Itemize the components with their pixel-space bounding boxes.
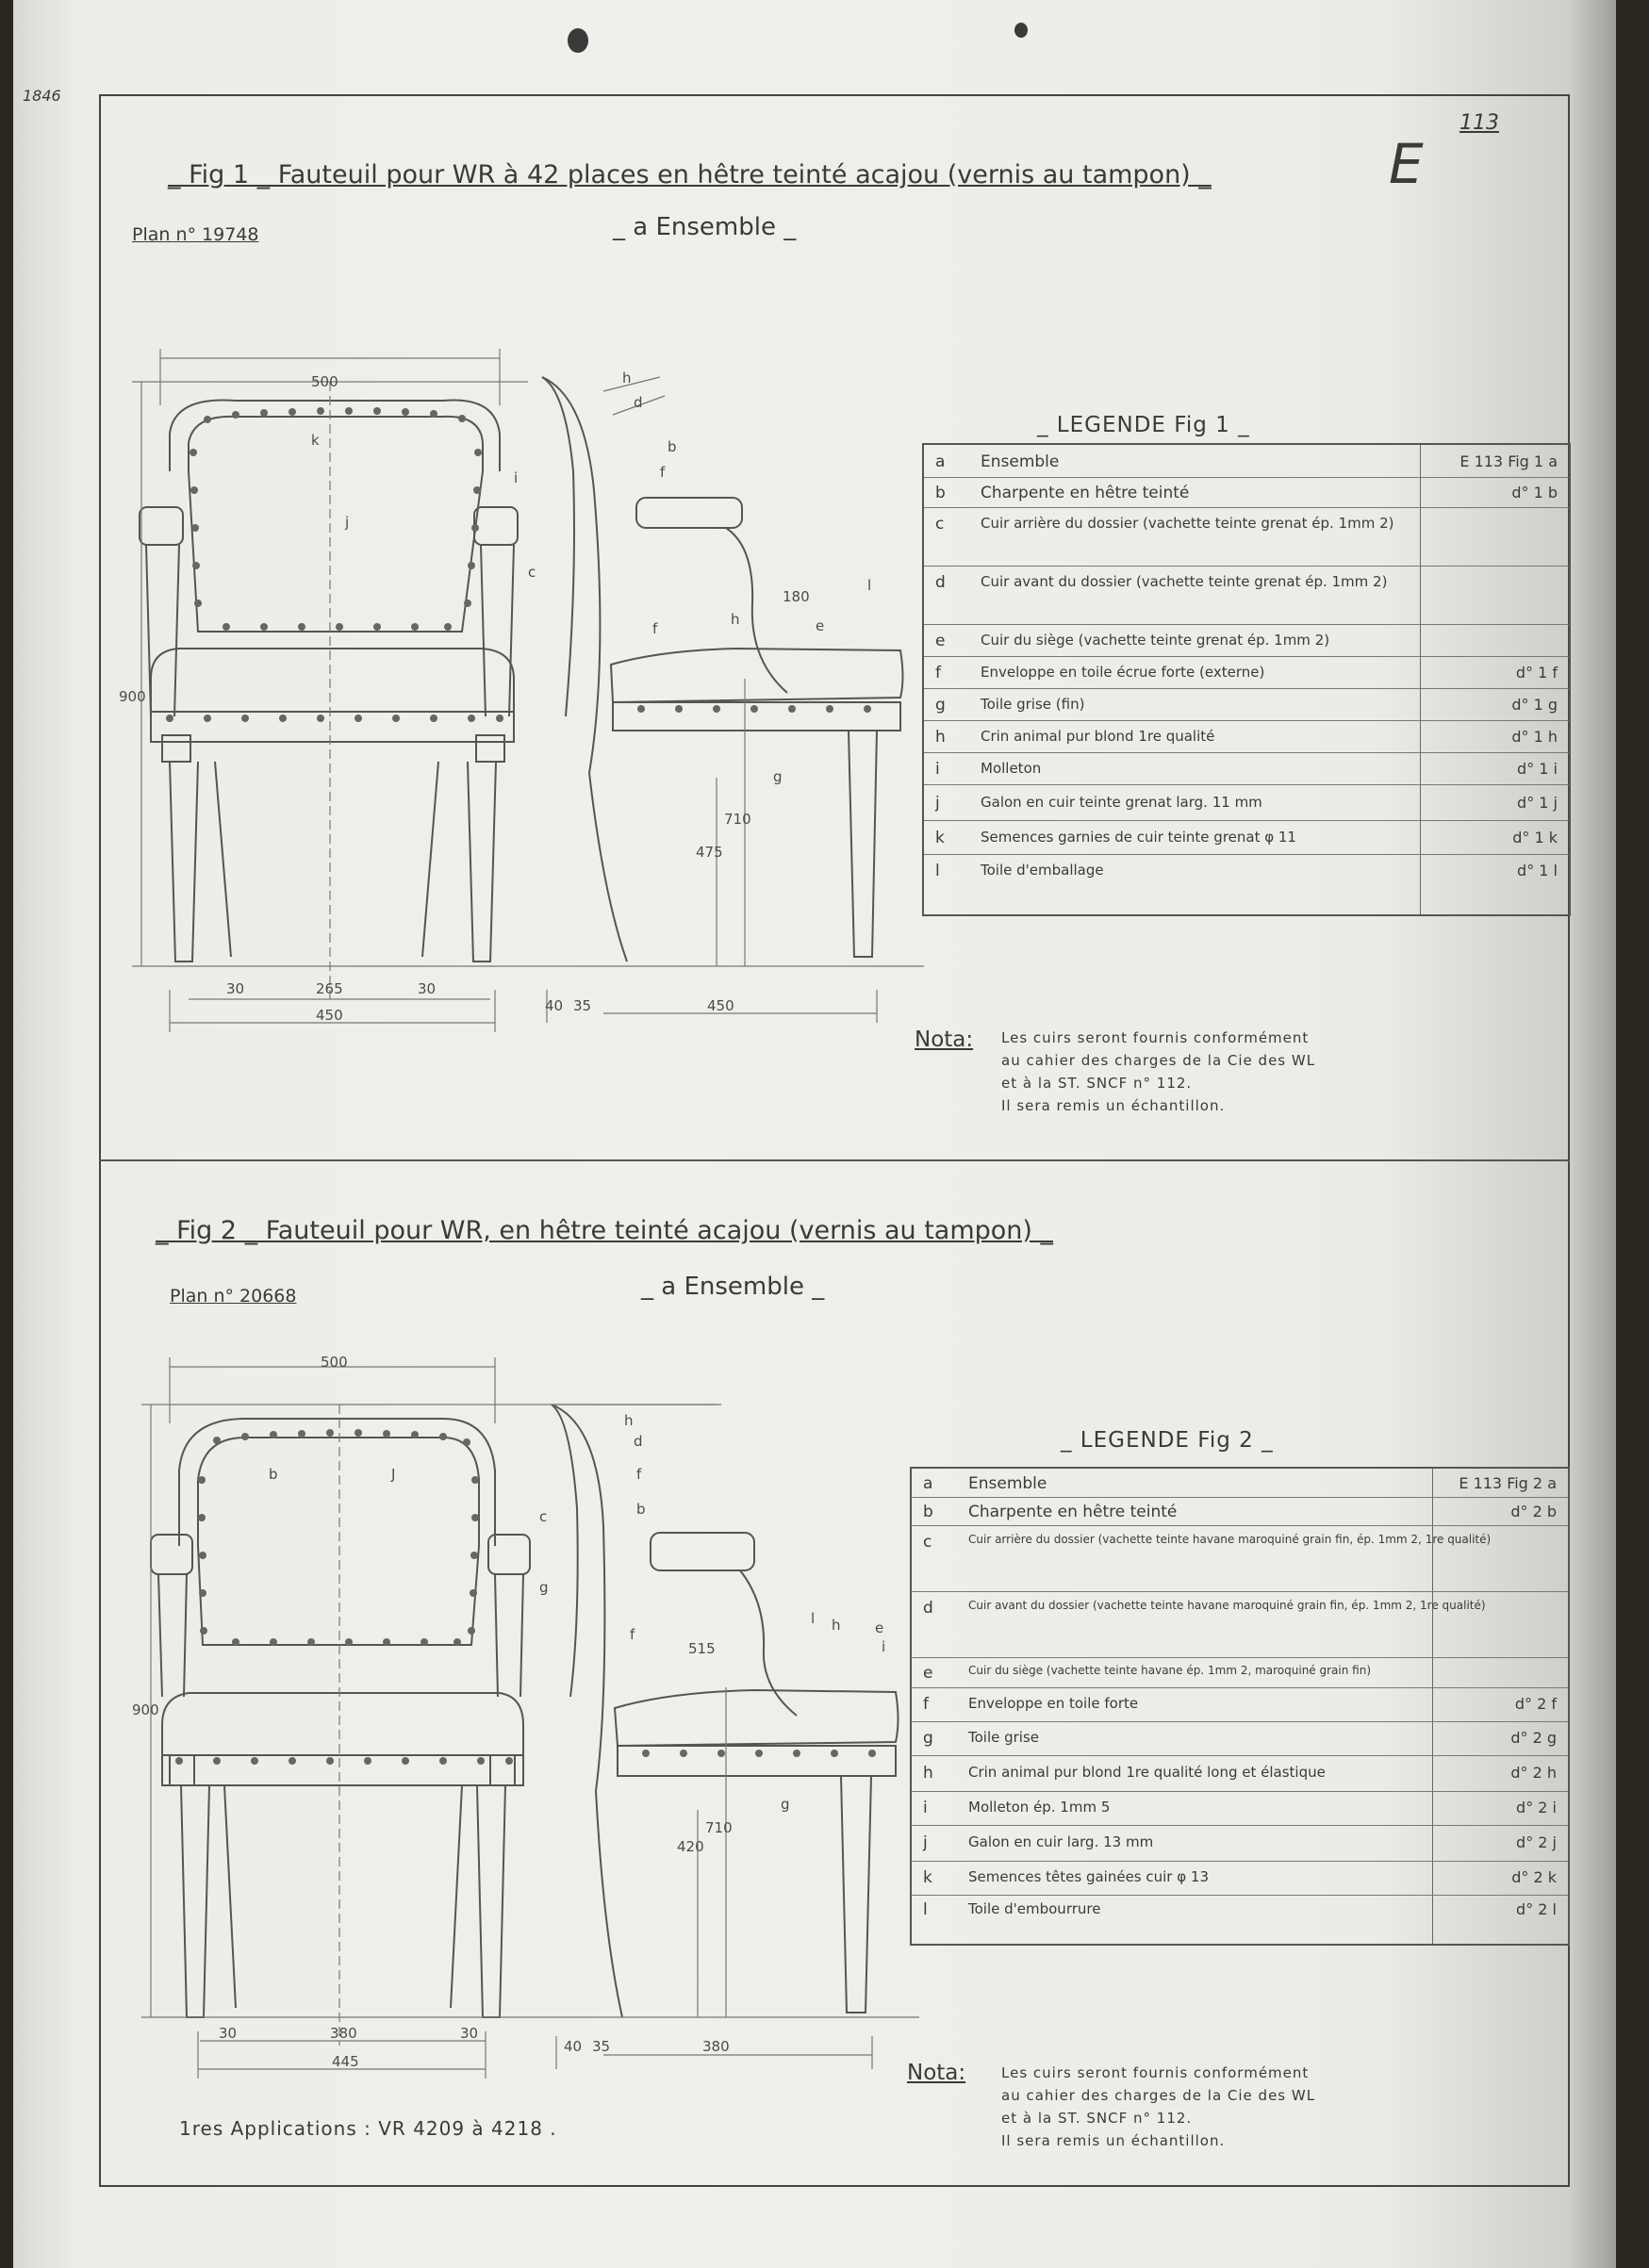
legend-key: k — [935, 829, 945, 847]
legend-text: Semences garnies de cuir teinte grenat φ 11 — [981, 829, 1296, 846]
fig1-part-label: f — [652, 620, 658, 637]
fig2-dim-height: 900 — [132, 1701, 159, 1718]
fig2-dim-35: 35 — [592, 2038, 611, 2055]
legend-key: d — [923, 1599, 933, 1618]
legend-key: h — [923, 1764, 933, 1783]
legend-row — [912, 1755, 1568, 1792]
fig2-front-seat — [162, 1693, 523, 1755]
fig1-dim-265: 265 — [316, 980, 343, 997]
fig2-dimension-lines — [141, 1357, 919, 2079]
legend-text: Ensemble — [968, 1474, 1047, 1493]
legend-text: Cuir arrière du dossier (vachette teinte havane maroquiné grain fin, ép. 1mm 2, 1re qualité) — [968, 1533, 1492, 1546]
legend-row — [912, 1657, 1568, 1688]
corner-note: 1846 — [23, 87, 61, 105]
fig1-legend-title: _ LEGENDE Fig 1 _ — [1037, 413, 1250, 437]
legend-key: c — [923, 1533, 932, 1552]
fig1-dim-height: 900 — [119, 688, 146, 705]
legend-row — [912, 1591, 1568, 1658]
fig2-dim-380: 380 — [330, 2025, 357, 2042]
fig1-dim-180: 180 — [783, 588, 810, 605]
fig2-side-back-leg — [552, 1405, 622, 2017]
legend-ref: d° 2 b — [1510, 1503, 1557, 1520]
fig2-side-armrest — [651, 1533, 754, 1570]
legend-ref: d° 2 g — [1510, 1729, 1557, 1747]
fig1-part-label: d — [634, 394, 643, 411]
legend-key: l — [935, 862, 940, 880]
fig2-part-label: b — [269, 1466, 278, 1483]
fig1-nota-line: et à la ST. SNCF n° 112. — [1001, 1075, 1193, 1092]
fig2-part-label: h — [832, 1617, 841, 1634]
fig2-nail-heads — [175, 1429, 876, 1765]
fig2-part-label: l — [811, 1610, 816, 1627]
legend-text: Toile d'emballage — [981, 862, 1104, 879]
legend-row — [912, 1497, 1568, 1526]
fig2-dim-arm-height: 710 — [705, 1819, 733, 1836]
legend-text: Toile grise — [968, 1729, 1040, 1746]
legend-key: e — [935, 632, 946, 650]
fig1-dim-depth: 450 — [707, 997, 734, 1014]
legend-key: b — [923, 1503, 933, 1521]
legend-text: Cuir du siège (vachette teinte havane ép. 1mm 2, maroquiné grain fin) — [968, 1664, 1372, 1677]
fig1-dim-40: 40 — [545, 997, 564, 1014]
fig2-front-arm-left — [151, 1535, 192, 1574]
fig1-part-label: f — [660, 464, 666, 481]
legend-text: Crin animal pur blond 1re qualité long et élastique — [968, 1764, 1326, 1781]
legend-row — [912, 1687, 1568, 1722]
fig2-part-label: g — [781, 1796, 790, 1813]
fig1-part-label: e — [816, 617, 825, 634]
fig2-part-label: e — [875, 1619, 884, 1636]
legend-row — [912, 1825, 1568, 1862]
legend-key: f — [923, 1695, 929, 1714]
fig1-subtitle: _ a Ensemble _ — [613, 213, 797, 241]
legend-row — [912, 1861, 1568, 1896]
fig2-nota-label: Nota: — [907, 2061, 966, 2085]
fig2-part-label: i — [882, 1638, 886, 1655]
legend-text: Ensemble — [981, 452, 1060, 471]
legend-text: Enveloppe en toile écrue forte (externe) — [981, 664, 1265, 681]
legend-text: Cuir du siège (vachette teinte grenat ép. 1mm 2) — [981, 632, 1330, 649]
legend-ref: d° 1 k — [1512, 829, 1558, 846]
legend-key: e — [923, 1664, 933, 1683]
legend-key: a — [935, 452, 946, 471]
fig2-dim-445: 445 — [332, 2053, 359, 2070]
fig2-side-front-leg — [841, 1776, 871, 2013]
fig2-dim-30b: 30 — [460, 2025, 479, 2042]
legend-row — [912, 1469, 1568, 1498]
legend-row — [912, 1791, 1568, 1826]
legend-ref: d° 2 f — [1514, 1695, 1557, 1713]
fig1-nota-line: Il sera remis un échantillon. — [1001, 1097, 1226, 1114]
fig2-dim-30a: 30 — [219, 2025, 238, 2042]
legend-key: f — [935, 664, 941, 682]
fig1-dim-30b: 30 — [418, 980, 437, 997]
applications-note: 1res Applications : VR 4209 à 4218 . — [179, 2117, 557, 2140]
legend-key: c — [935, 515, 945, 534]
legend-text: Toile d'embourrure — [968, 1900, 1101, 1917]
fig1-part-label: l — [867, 577, 872, 594]
fig1-part-label: i — [514, 469, 519, 486]
legend-ref: d° 1 g — [1511, 696, 1558, 714]
legend-text: Galon en cuir larg. 13 mm — [968, 1833, 1154, 1850]
fig1-part-label: c — [528, 564, 536, 581]
legend-key: g — [935, 696, 946, 715]
legend-text: Toile grise (fin) — [981, 696, 1085, 713]
legend-text: Semences têtes gainées cuir φ 13 — [968, 1868, 1209, 1885]
fig2-nota-line: Les cuirs seront fournis conformément — [1001, 2064, 1310, 2081]
fig1-part-label: g — [773, 768, 783, 785]
legend-text: Charpente en hêtre teinté — [968, 1503, 1178, 1521]
fig2-side-arm-support — [740, 1570, 797, 1716]
fig2-part-label: d — [634, 1433, 643, 1450]
legend-ref: d° 1 b — [1511, 484, 1558, 501]
legend-ref: d° 2 l — [1516, 1900, 1557, 1918]
fig2-side-seat — [615, 1690, 899, 1746]
legend-key: j — [923, 1833, 928, 1852]
fig1-plan-number: Plan n° 19748 — [132, 224, 259, 245]
fig1-part-label: k — [311, 432, 320, 449]
fig2-part-label: b — [636, 1501, 646, 1518]
fig1-dim-450: 450 — [316, 1007, 343, 1024]
legend-key: i — [935, 760, 940, 779]
fig2-part-label: f — [630, 1626, 635, 1643]
fig2-dim-40: 40 — [564, 2038, 583, 2055]
fig1-dim-seat-height: 475 — [696, 844, 723, 861]
legend-row — [912, 1721, 1568, 1756]
fig2-nota-line: Il sera remis un échantillon. — [1001, 2132, 1226, 2149]
legend-text: Crin animal pur blond 1re qualité — [981, 728, 1215, 745]
legend-ref: d° 1 j — [1517, 794, 1558, 812]
legend-key: a — [923, 1474, 933, 1493]
fig2-front-leg-left — [181, 1785, 209, 2017]
fig2-dim-515: 515 — [688, 1640, 716, 1657]
legend-ref: E 113 Fig 1 a — [1459, 452, 1558, 470]
legend-text: Galon en cuir teinte grenat larg. 11 mm — [981, 794, 1262, 811]
legend-ref: d° 1 h — [1511, 728, 1558, 746]
legend-key: k — [923, 1868, 932, 1887]
legend-text: Enveloppe en toile forte — [968, 1695, 1139, 1712]
legend-key: d — [935, 573, 946, 592]
legend-ref: d° 2 h — [1510, 1764, 1557, 1782]
fig2-nota-line: au cahier des charges de la Cie des WL — [1001, 2087, 1316, 2104]
fig2-plan-number: Plan n° 20668 — [170, 1286, 297, 1307]
fig1-nota-label: Nota: — [915, 1027, 974, 1052]
sheet-code: E — [1389, 132, 1424, 196]
fig2-legend-table — [910, 1467, 1570, 1946]
legend-text: Cuir avant du dossier (vachette teinte havane maroquiné grain fin, ép. 1mm 2, 1re qualité) — [968, 1599, 1486, 1612]
legend-ref: d° 2 k — [1511, 1868, 1557, 1886]
legend-key: j — [935, 794, 940, 813]
fig2-part-label: c — [539, 1508, 548, 1525]
sheet-number: 113 — [1459, 111, 1499, 135]
fig2-dim-width: 500 — [321, 1354, 348, 1371]
legend-row — [912, 1895, 1568, 1944]
legend-ref: d° 1 i — [1517, 760, 1558, 778]
fig1-dim-arm-height: 710 — [724, 811, 751, 828]
fig1-nota-line: au cahier des charges de la Cie des WL — [1001, 1052, 1316, 1069]
fig1-part-label: b — [668, 438, 677, 455]
legend-text: Charpente en hêtre teinté — [981, 484, 1190, 502]
legend-ref: d° 2 j — [1516, 1833, 1557, 1851]
fig2-front-leg-right — [477, 1785, 505, 2017]
legend-ref: d° 1 l — [1517, 862, 1558, 879]
legend-key: h — [935, 728, 946, 747]
legend-ref: d° 1 f — [1515, 664, 1558, 682]
legend-text: Cuir avant du dossier (vachette teinte grenat ép. 1mm 2) — [981, 573, 1388, 590]
fig2-dim-seat-height: 420 — [677, 1838, 704, 1855]
fig2-part-label: g — [539, 1579, 549, 1596]
fig1-part-label: j — [345, 514, 350, 531]
fig2-nota-line: et à la ST. SNCF n° 112. — [1001, 2110, 1193, 2127]
legend-ref: E 113 Fig 2 a — [1459, 1474, 1557, 1492]
fig1-dim-35: 35 — [573, 997, 592, 1014]
legend-key: b — [935, 484, 946, 502]
legend-row — [912, 1525, 1568, 1592]
fig2-legend-title: _ LEGENDE Fig 2 _ — [1061, 1428, 1274, 1453]
fig1-nota-line: Les cuirs seront fournis conformément — [1001, 1029, 1310, 1046]
fig2-part-label: f — [636, 1466, 642, 1483]
legend-key: l — [923, 1900, 928, 1919]
legend-text: Cuir arrière du dossier (vachette teinte grenat ép. 1mm 2) — [981, 515, 1394, 532]
fig2-part-label: J — [391, 1466, 396, 1483]
fig1-part-label: h — [731, 611, 740, 628]
fig2-dim-depth: 380 — [702, 2038, 730, 2055]
fig2-part-label: h — [624, 1412, 634, 1429]
legend-key: g — [923, 1729, 933, 1748]
fig1-title: _ Fig 1 _ Fauteuil pour WR à 42 places en hêtre teinté acajou (vernis au tampon) _ — [168, 160, 1212, 189]
legend-key: i — [923, 1799, 928, 1817]
legend-text: Molleton ép. 1mm 5 — [968, 1799, 1111, 1816]
fig1-part-label: h — [622, 370, 632, 386]
legend-text: Molleton — [981, 760, 1042, 777]
fig1-dim-width: 500 — [311, 373, 338, 390]
fig2-subtitle: _ a Ensemble _ — [641, 1273, 825, 1301]
fig2-title: _ Fig 2 _ Fauteuil pour WR, en hêtre teinté acajou (vernis au tampon) _ — [156, 1216, 1054, 1245]
legend-ref: d° 2 i — [1516, 1799, 1557, 1816]
fig1-dim-30a: 30 — [226, 980, 245, 997]
